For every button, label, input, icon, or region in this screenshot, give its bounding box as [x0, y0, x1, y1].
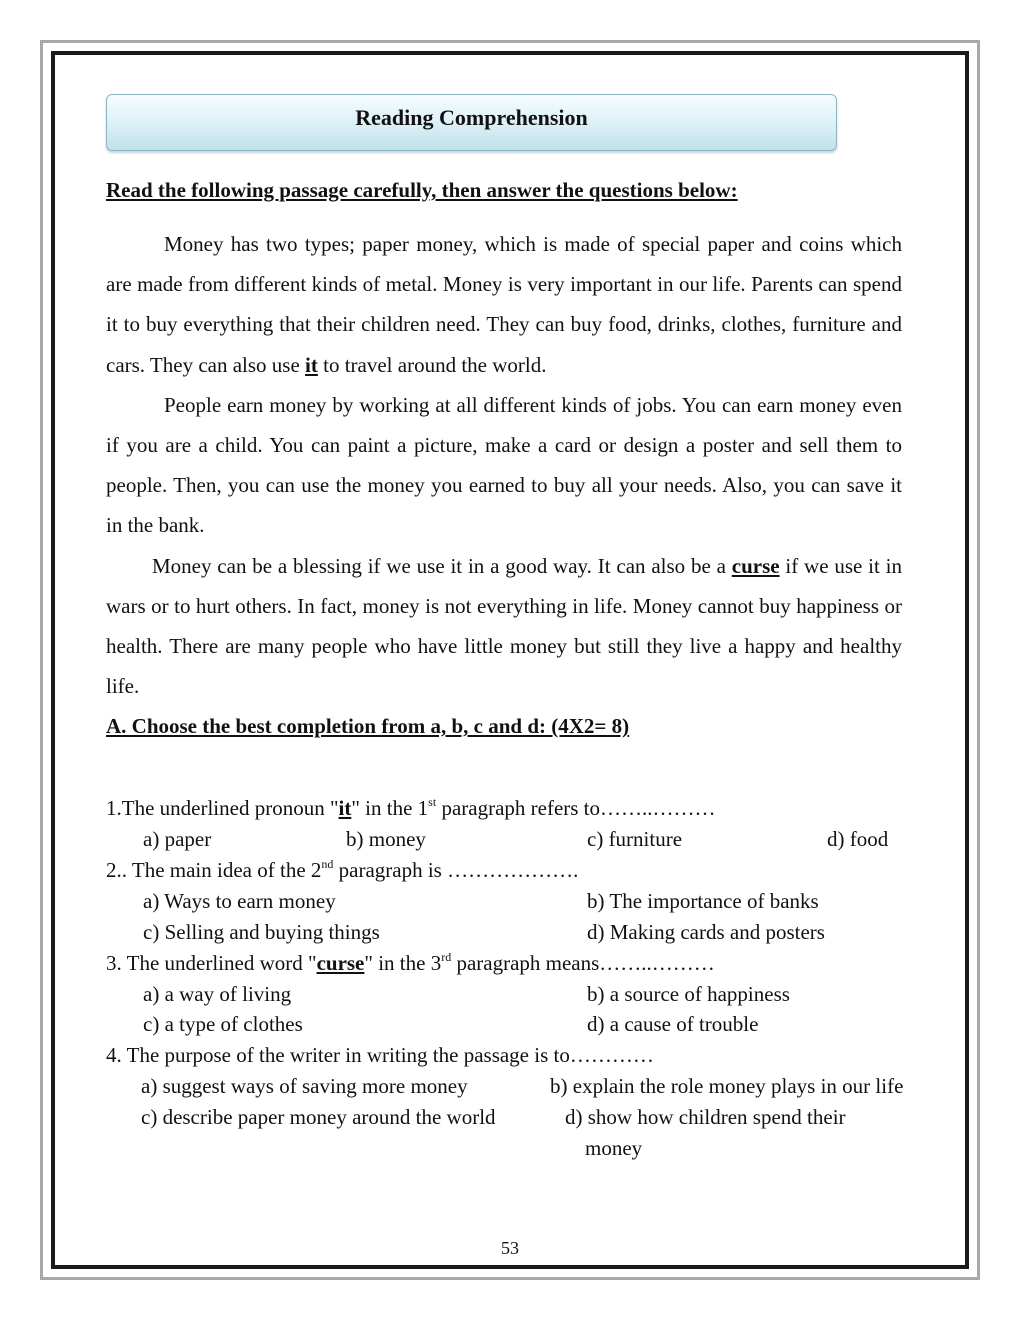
q1-option-b: b) money	[346, 827, 426, 851]
q3-option-a: a) a way of living	[143, 982, 292, 1006]
q2-option-a: a) Ways to earn money	[143, 889, 336, 913]
q1-option-c: c) furniture	[587, 827, 683, 851]
q2-option-b: b) The importance of banks	[587, 889, 819, 913]
q3-option-d: d) a cause of trouble	[587, 1012, 759, 1036]
q1-option-d: d) food	[827, 827, 889, 851]
q2-option-d: d) Making cards and posters	[587, 920, 825, 944]
instructions: Read the following passage carefully, then answer the questions below:	[106, 178, 738, 202]
q4-option-d-continued: money	[585, 1136, 643, 1160]
underlined-word-it: it	[305, 352, 318, 377]
page-title: Reading Comprehension	[355, 105, 588, 130]
question-4: 4. The purpose of the writer in writing the passage is to…………	[106, 1043, 654, 1067]
reading-passage	[106, 224, 902, 706]
q1-option-a: a) paper	[143, 827, 212, 851]
paragraph-3: Money can be a blessing if we use it in a good way. It can also be a curse if we use it in wars or to hurt others. In fact, money is not everything in life. Money cannot buy happiness or health. There are many people who have little money but still they live a happy and healthy life.	[106, 553, 902, 699]
q2-option-c: c) Selling and buying things	[143, 920, 380, 944]
question-3-keyword: curse	[316, 951, 365, 975]
q3-option-c: c) a type of clothes	[143, 1012, 303, 1036]
question-2: 2.. The main idea of the 2nd paragraph is ……………….	[106, 857, 579, 882]
q4-option-d: d) show how children spend their	[565, 1105, 846, 1129]
title-banner	[106, 94, 837, 151]
q4-option-c: c) describe paper money around the world	[141, 1105, 496, 1129]
question-3: 3. The underlined word "curse" in the 3rd paragraph means……..………	[106, 950, 715, 975]
paragraph-2: People earn money by working at all different kinds of jobs. You can earn money even if you are a child. You can paint a picture, make a card or design a poster and sell them to people. Then, you can use the money you earned to buy all your needs. Also, you can save it in the bank.	[106, 392, 902, 538]
question-1-keyword: it	[338, 796, 352, 820]
page-number: 53	[501, 1238, 519, 1258]
q4-option-a: a) suggest ways of saving more money	[141, 1074, 468, 1098]
question-1: 1.The underlined pronoun "it" in the 1st paragraph refers to……..………	[106, 795, 716, 820]
q3-option-b: b) a source of happiness	[587, 982, 790, 1006]
paragraph-1: Money has two types; paper money, which is made of special paper and coins which are made from different kinds of metal. Money is very important in our life. Parents can spend it to buy everything that their children need. They can buy food, drinks, clothes, furniture and cars. They can also use it to travel around the world.	[106, 232, 902, 377]
section-a-heading: A. Choose the best completion from a, b, c and d: (4X2= 8)	[106, 714, 630, 738]
q4-option-b: b) explain the role money plays in our life	[550, 1074, 904, 1098]
underlined-word-curse: curse	[731, 553, 780, 578]
